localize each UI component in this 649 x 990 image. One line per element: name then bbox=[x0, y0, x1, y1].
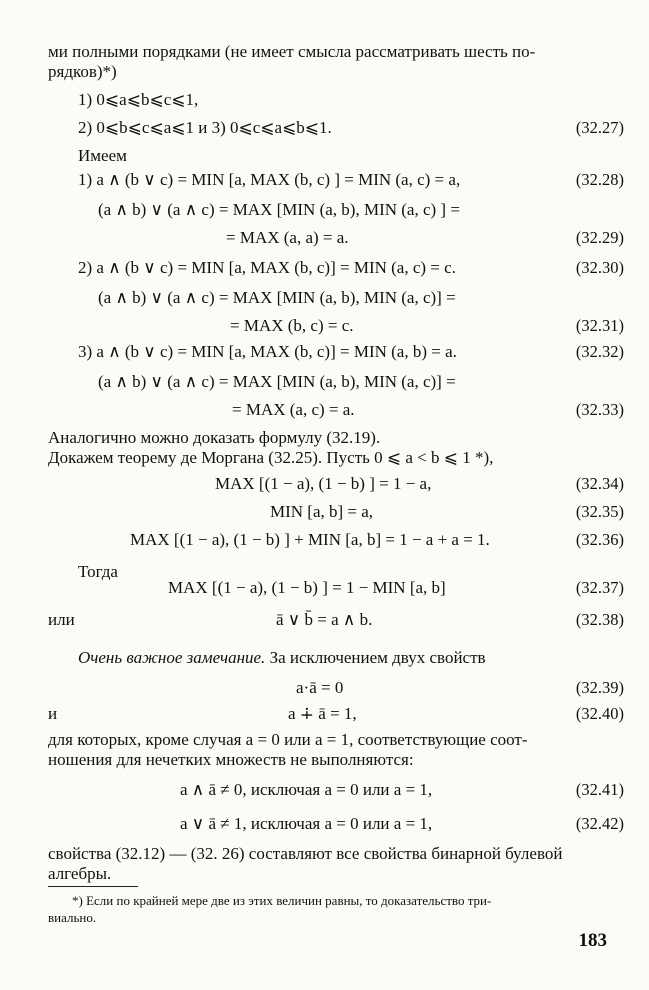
equation-32-30: 2) a ∧ (b ∨ c) = MIN [a, MAX (b, c)] = MIN (a, c) = c. bbox=[78, 258, 456, 277]
eq-number-32-31: (32.31) bbox=[575, 316, 624, 335]
eq-number-32-35: (32.35) bbox=[575, 502, 624, 521]
eq-number-32-41: (32.41) bbox=[575, 780, 624, 799]
eq-number-32-33: (32.33) bbox=[575, 400, 624, 419]
paragraph-analog: Аналогично можно доказать формулу (32.19). bbox=[48, 428, 381, 447]
equation-32-37: MAX [(1 − a), (1 − b) ] = 1 − MIN [a, b] bbox=[168, 578, 446, 597]
page-number: 183 bbox=[578, 930, 607, 951]
case-1: 1) 0⩽a⩽b⩽c⩽1, bbox=[78, 90, 199, 109]
word-togda: Тогда bbox=[78, 562, 118, 581]
remark-text: За исключением двух свойств bbox=[265, 648, 486, 667]
paragraph-for-which: для которых, кроме случая a = 0 или a = 1, соответствующие соот- bbox=[48, 730, 528, 749]
eq-number-32-30: (32.30) bbox=[575, 258, 624, 277]
eq-number-32-38: (32.38) bbox=[575, 610, 624, 629]
equation-32-41: a ∧ ā ≠ 0, исключая a = 0 или a = 1, bbox=[180, 780, 433, 799]
equation-32-29-a: (a ∧ b) ∨ (a ∧ c) = MAX [MIN (a, b), MIN (a, c) ] = bbox=[98, 200, 460, 219]
equation-32-42: a ∨ ā ≠ 1, исключая a = 0 или a = 1, bbox=[180, 814, 433, 833]
equation-32-35: MIN [a, b] = a, bbox=[270, 502, 374, 521]
eq-number-32-37: (32.37) bbox=[575, 578, 624, 597]
equation-32-32: 3) a ∧ (b ∨ c) = MIN [a, MAX (b, c)] = MIN (a, b) = a. bbox=[78, 342, 457, 361]
paragraph-final: свойства (32.12) — (32. 26) составляют все свойства бинарной булевой bbox=[48, 844, 563, 863]
equation-32-33-a: (a ∧ b) ∨ (a ∧ c) = MAX [MIN (a, b), MIN (a, c)] = bbox=[98, 372, 456, 391]
paragraph-proof: Докажем теорему де Моргана (32.25). Пусть 0 ⩽ a < b ⩽ 1 *), bbox=[48, 448, 494, 467]
paragraph-intro-cont: рядков)*) bbox=[48, 62, 117, 81]
eq-number-32-32: (32.32) bbox=[575, 342, 624, 361]
equation-32-28: 1) a ∧ (b ∨ c) = MIN [a, MAX (b, c) ] = MIN (a, c) = a, bbox=[78, 170, 461, 189]
paragraph-intro: ми полными порядками (не имеет смысла рассматривать шесть по- bbox=[48, 42, 536, 61]
equation-32-29-b: = MAX (a, a) = a. bbox=[226, 228, 349, 247]
word-ili: или bbox=[48, 610, 75, 629]
imeem: Имеем bbox=[78, 146, 127, 165]
eq-number-32-42: (32.42) bbox=[575, 814, 624, 833]
eq-number-32-34: (32.34) bbox=[575, 474, 624, 493]
eq-number-32-36: (32.36) bbox=[575, 530, 624, 549]
footnote bbox=[48, 892, 618, 926]
equation-32-39: a·ā = 0 bbox=[296, 678, 344, 697]
equation-32-36: MAX [(1 − a), (1 − b) ] + MIN [a, b] = 1 − a + a = 1. bbox=[130, 530, 490, 549]
equation-32-38: ā ∨ b̄ = a ∧ b. bbox=[276, 610, 373, 629]
eq-number-32-27: (32.27) bbox=[575, 118, 624, 137]
word-i: и bbox=[48, 704, 58, 723]
equation-32-31-a: (a ∧ b) ∨ (a ∧ c) = MAX [MIN (a, b), MIN (a, c)] = bbox=[98, 288, 456, 307]
footnote-line-1: *) Если по крайней мере две из этих величин равны, то доказательство три- bbox=[72, 893, 492, 908]
footnote-line-2: виально. bbox=[48, 910, 97, 925]
paragraph-final-cont: алгебры. bbox=[48, 864, 112, 883]
case-2-3: 2) 0⩽b⩽c⩽a⩽1 и 3) 0⩽c⩽a⩽b⩽1. bbox=[78, 118, 332, 137]
equation-32-33-b: = MAX (a, c) = a. bbox=[232, 400, 355, 419]
paragraph-remark bbox=[78, 648, 486, 668]
equation-32-40: a ∔ ā = 1, bbox=[288, 704, 357, 723]
footnote-divider bbox=[48, 886, 138, 887]
paragraph-relations: ношения для нечетких множеств не выполняются: bbox=[48, 750, 414, 769]
eq-number-32-40: (32.40) bbox=[575, 704, 624, 723]
remark-italic: Очень важное замечание. bbox=[78, 648, 266, 667]
equation-32-34: MAX [(1 − a), (1 − b) ] = 1 − a, bbox=[215, 474, 432, 493]
equation-32-31-b: = MAX (b, c) = c. bbox=[230, 316, 354, 335]
eq-number-32-29: (32.29) bbox=[575, 228, 624, 247]
eq-number-32-28: (32.28) bbox=[575, 170, 624, 189]
eq-number-32-39: (32.39) bbox=[575, 678, 624, 697]
